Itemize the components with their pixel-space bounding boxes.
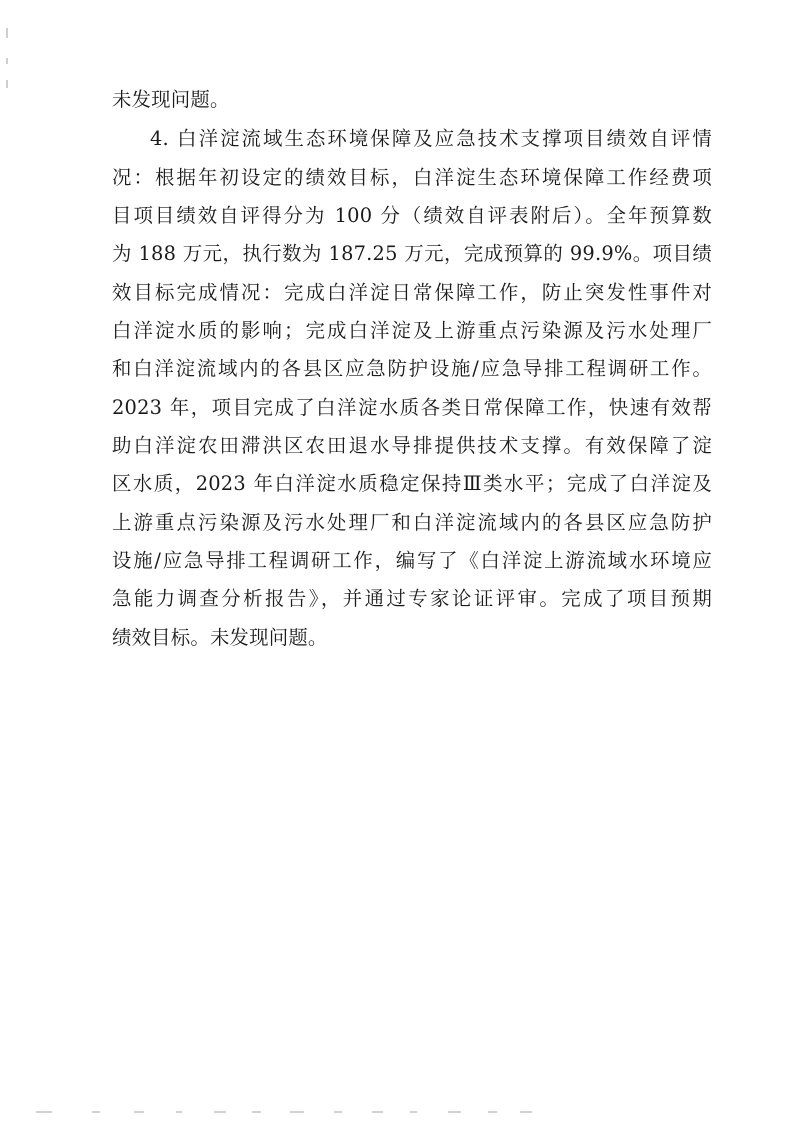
paragraph-line: 效目标完成情况：完成白洋淀日常保障工作，防止突发性事件对 — [112, 281, 712, 304]
scan-noise-mark — [372, 1111, 383, 1113]
scan-noise-mark — [488, 1111, 497, 1113]
paragraph-line: 和白洋淀流域内的各县区应急防护设施/应急导排工程调研工作。 — [112, 357, 712, 380]
paragraph-line: 白洋淀水质的影响；完成白洋淀及上游重点污染源及污水处理厂 — [112, 319, 712, 342]
scan-noise-mark — [176, 1111, 182, 1113]
paragraph-line: 区水质，2023 年白洋淀水质稳定保持Ⅲ类水平；完成了白洋淀及 — [112, 472, 712, 495]
paragraph-line: 绩效目标。未发现问题。 — [112, 626, 328, 649]
scan-noise-mark — [252, 1111, 261, 1113]
scan-noise-mark — [214, 1111, 226, 1113]
paragraph-line: 目项目绩效自评得分为 100 分（绩效自评表附后）。全年预算数 — [112, 204, 712, 227]
scan-noise-mark — [36, 1111, 52, 1113]
paragraph-line: 2023 年，项目完成了白洋淀水质各类日常保障工作，快速有效帮 — [112, 396, 712, 419]
scan-noise-mark — [410, 1111, 417, 1113]
scan-noise-mark — [290, 1111, 304, 1113]
paragraph-line: 未发现问题。 — [112, 88, 230, 111]
paragraph-line: 4. 白洋淀流域生态环境保障及应急技术支撑项目绩效自评情 — [150, 127, 712, 150]
scan-noise-mark — [520, 1111, 532, 1113]
paragraph-line: 为 188 万元，执行数为 187.25 万元，完成预算的 99.9%。项目绩 — [112, 242, 712, 265]
scan-margin-mark — [6, 80, 8, 88]
paragraph-line: 助白洋淀农田滞洪区农田退水导排提供技术支撑。有效保障了淀 — [112, 434, 712, 457]
paragraph-line: 况：根据年初设定的绩效目标，白洋淀生态环境保障工作经费项 — [112, 166, 712, 189]
scan-noise-mark — [448, 1111, 461, 1113]
scan-noise-mark — [334, 1111, 342, 1113]
paragraph-line: 上游重点污染源及污水处理厂和白洋淀流域内的各县区应急防护 — [112, 511, 712, 534]
scan-margin-mark — [6, 58, 8, 64]
scan-noise-mark — [92, 1111, 100, 1113]
scan-noise-mark — [134, 1111, 144, 1113]
scan-margin-mark — [6, 28, 8, 38]
paragraph-line: 急能力调查分析报告》，并通过专家论证评审。完成了项目预期 — [112, 587, 712, 610]
paragraph-line: 设施/应急导排工程调研工作，编写了《白洋淀上游流域水环境应 — [112, 549, 712, 572]
